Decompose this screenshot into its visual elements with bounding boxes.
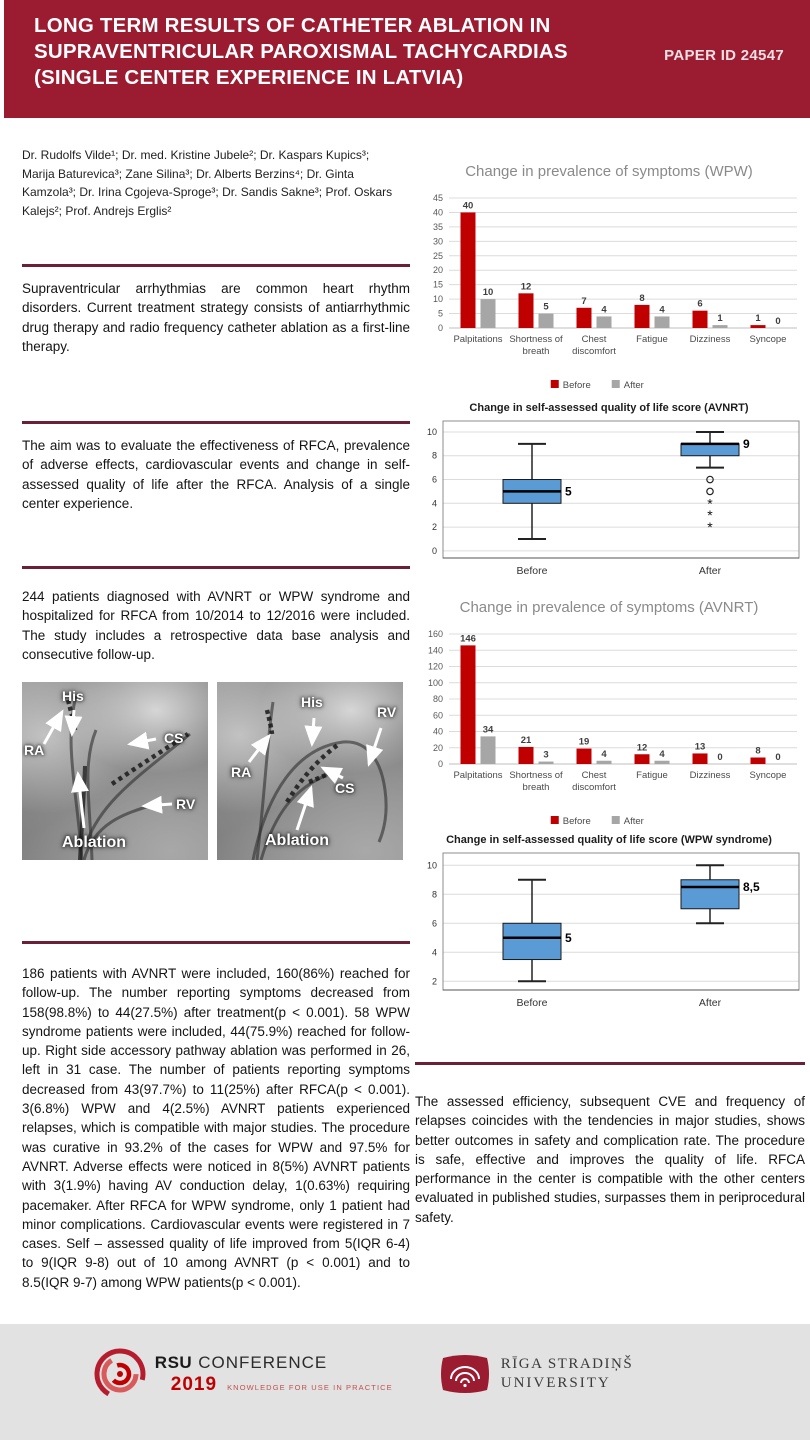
svg-text:discomfort: discomfort <box>572 782 616 793</box>
svg-text:Before: Before <box>562 380 591 391</box>
svg-text:4: 4 <box>601 748 607 760</box>
svg-text:13: 13 <box>694 741 706 753</box>
svg-text:10: 10 <box>482 287 494 299</box>
chart-title: Change in self-assessed quality of life score (WPW syndrome) <box>446 834 772 846</box>
avnrt-symptoms-bar-chart <box>413 598 805 835</box>
svg-text:60: 60 <box>432 710 443 721</box>
university-name-line1: RĪGA STRADIŅŠ <box>500 1356 634 1373</box>
svg-text:0: 0 <box>431 545 437 556</box>
svg-text:Dizziness: Dizziness <box>689 770 731 781</box>
svg-text:5: 5 <box>565 484 572 499</box>
svg-text:0: 0 <box>775 316 781 327</box>
svg-text:9: 9 <box>743 436 750 451</box>
svg-text:2: 2 <box>431 522 437 533</box>
background-section: Supraventricular arrhythmias are common heart rhythm disorders. Current treatment strategy consists of antiarrhythmic drug therapy and radio frequency catheter ablation as a first-line therapy. <box>22 264 410 356</box>
svg-text:8: 8 <box>755 745 761 757</box>
svg-text:40: 40 <box>432 207 443 218</box>
svg-text:12: 12 <box>636 742 648 754</box>
svg-text:10: 10 <box>432 294 443 305</box>
xray-label-ra: RA <box>231 764 252 780</box>
conference-year: 2019 <box>170 1373 218 1395</box>
svg-text:1: 1 <box>717 313 723 325</box>
chart-canvas <box>413 618 805 835</box>
svg-text:19: 19 <box>578 736 590 748</box>
svg-text:40: 40 <box>462 200 474 212</box>
svg-text:4: 4 <box>659 748 665 760</box>
header-banner <box>4 0 810 118</box>
conference-name: CONFERENCE <box>198 1352 328 1372</box>
svg-text:45: 45 <box>432 193 443 203</box>
svg-text:Chest: Chest <box>581 770 607 781</box>
svg-text:6: 6 <box>431 474 437 485</box>
svg-text:8,5: 8,5 <box>743 880 760 895</box>
svg-text:Fatigue: Fatigue <box>636 770 668 781</box>
footer-logos <box>0 1316 768 1432</box>
conclusion-section: The assessed efficiency, subsequent CVE and frequency of relapses coincides with the tendencies in major studies, shows better outcomes in safety and complication rate. The procedure is safe, effective and improves the quality of life. RFCA performance in the center is compatible with the other centers evaluated in published studies, surpasses them in periprocedural safety. <box>415 1062 805 1227</box>
rsu-university-logo <box>439 1352 633 1396</box>
svg-text:After: After <box>698 997 722 1009</box>
svg-text:Chest: Chest <box>581 334 607 345</box>
poster-title: LONG TERM RESULTS OF CATHETER ABLATION IN SUPRAVENTRICULAR PAROXISMAL TACHYCARDIAS (SINGLE CENTER EXPERIENCE IN LATVIA) <box>34 14 568 90</box>
svg-text:12: 12 <box>520 281 532 293</box>
svg-text:breath: breath <box>522 346 550 357</box>
svg-text:4: 4 <box>601 304 607 316</box>
svg-text:160: 160 <box>427 629 443 639</box>
wpw-symptoms-bar-chart <box>413 162 805 399</box>
footer-band <box>0 1324 810 1440</box>
rsu-conference-swirl-icon <box>93 1343 147 1405</box>
xray-label-his: His <box>62 688 84 704</box>
svg-text:8: 8 <box>639 292 645 304</box>
xray-images-row <box>22 682 403 860</box>
rsu-conference-text <box>155 1353 393 1396</box>
chart-title: Change in prevalence of symptoms (WPW) <box>465 163 753 180</box>
svg-text:146: 146 <box>460 633 476 645</box>
svg-text:120: 120 <box>427 661 443 672</box>
svg-text:Palpitations: Palpitations <box>453 334 503 345</box>
svg-text:15: 15 <box>432 279 443 290</box>
svg-text:21: 21 <box>520 734 532 746</box>
xray-left-panel <box>22 682 208 860</box>
svg-text:breath: breath <box>522 782 550 793</box>
chart-canvas <box>413 416 805 599</box>
svg-text:35: 35 <box>432 221 443 232</box>
xray-label-ra: RA <box>24 742 45 758</box>
university-name-line2: UNIVERSITY <box>500 1375 611 1391</box>
svg-text:0: 0 <box>437 323 443 333</box>
svg-text:20: 20 <box>432 265 443 276</box>
svg-text:2: 2 <box>431 976 437 987</box>
svg-text:6: 6 <box>431 918 437 929</box>
svg-text:Shortness of: Shortness of <box>509 770 563 781</box>
svg-text:140: 140 <box>427 645 443 656</box>
chart-title: Change in self-assessed quality of life score (AVNRT) <box>469 402 749 414</box>
svg-text:10: 10 <box>426 426 437 437</box>
svg-text:Syncope: Syncope <box>749 334 787 345</box>
svg-text:25: 25 <box>432 250 443 261</box>
svg-text:Syncope: Syncope <box>749 770 787 781</box>
svg-text:Before: Before <box>516 565 548 577</box>
svg-text:After: After <box>623 816 644 827</box>
svg-text:34: 34 <box>482 724 494 736</box>
svg-text:10: 10 <box>426 860 437 871</box>
svg-text:*: * <box>707 519 713 536</box>
svg-text:4: 4 <box>659 304 665 316</box>
svg-text:After: After <box>698 565 722 577</box>
svg-text:30: 30 <box>432 236 443 247</box>
xray-label-his: His <box>301 694 323 710</box>
conference-tagline: KNOWLEDGE FOR USE IN PRACTICE <box>227 1382 393 1392</box>
svg-text:*: * <box>707 495 713 512</box>
results-section: 186 patients with AVNRT were included, 160(86%) reached for follow-up. The number reporting symptoms decreased from 158(98.8%) to 44(27.5%) after treatment(p < 0.001). 58 WPW syndrome patients were included, 44(75.9%) reached for follow-up. Right side accessory pathway ablation was performed in 26, left in 31 case. The number of patients reporting symptoms decreased from 43(97.7%) to 11(25%) after RFCA(p < 0.001). 3(6.8%) WPW and 4(2.5%) AVNRT patients experienced relapses, which is compatible with major studies. The procedure was curative in 93.2% of the cases for WPW and 97.5% for AVNRT. Adverse effects were noticed in 8(5%) AVNRT patients with 3(1.9%) having AV conduction delay, 1(0.63%) requiring pacemaker. After RFCA for WPW syndrome, only 1 patient had minor complications. Cardiovascular events were registered in 7 cases. Self – assessed quality of life improved from 5(IQR 6-4) to 9(IQR 9-8) out of 10 among AVNRT (p < 0.001) and to 8.5(IQR 9-7) among WPW patients(p < 0.001). <box>22 941 410 1292</box>
university-text <box>501 1355 633 1393</box>
svg-text:100: 100 <box>427 677 443 688</box>
svg-text:20: 20 <box>432 742 443 753</box>
svg-text:5: 5 <box>543 301 549 313</box>
university-shield-icon <box>439 1352 491 1396</box>
svg-text:0: 0 <box>775 752 781 763</box>
rsu-conference-logo <box>93 1343 393 1405</box>
svg-text:1: 1 <box>755 313 761 325</box>
svg-text:Shortness of: Shortness of <box>509 334 563 345</box>
svg-text:*: * <box>707 507 713 524</box>
svg-text:4: 4 <box>431 947 437 958</box>
authors-block: Dr. Rudolfs Vilde¹; Dr. med. Kristine Jubele²; Dr. Kaspars Kupics³; Marija Baturevica³; Zane Silina³; Dr. Alberts Berzins⁴; Dr. Ginta Kamzola³; Dr. Irina Cgojeva-Sproge³; Dr. Sandis Sakne³; Prof. Oskars Kalejs²; Prof. Andrejs Erglis² <box>22 148 393 218</box>
wpw-qol-boxplot <box>413 832 805 1031</box>
svg-text:7: 7 <box>581 295 587 307</box>
chart-canvas <box>413 848 805 1031</box>
svg-text:After: After <box>623 380 644 391</box>
avnrt-qol-boxplot <box>413 400 805 599</box>
xray-label-rv: RV <box>377 704 397 720</box>
svg-text:Palpitations: Palpitations <box>453 770 503 781</box>
svg-text:Dizziness: Dizziness <box>689 334 731 345</box>
svg-text:40: 40 <box>432 726 443 737</box>
svg-text:0: 0 <box>437 759 443 769</box>
xray-label-cs: CS <box>164 730 184 746</box>
paper-id: PAPER ID 24547 <box>664 47 784 64</box>
svg-text:8: 8 <box>431 450 437 461</box>
svg-text:5: 5 <box>565 930 572 945</box>
svg-text:Fatigue: Fatigue <box>636 334 668 345</box>
svg-text:5: 5 <box>437 308 443 319</box>
svg-text:0: 0 <box>717 752 723 763</box>
svg-text:6: 6 <box>697 298 703 310</box>
svg-text:Before: Before <box>562 816 591 827</box>
svg-text:8: 8 <box>431 889 437 900</box>
svg-text:3: 3 <box>543 749 549 761</box>
svg-text:80: 80 <box>432 694 443 704</box>
xray-label-rv: RV <box>176 796 196 812</box>
chart-title: Change in prevalence of symptoms (AVNRT) <box>459 599 759 616</box>
conference-abbr: RSU <box>154 1352 193 1372</box>
chart-canvas <box>413 182 805 399</box>
xray-label-cs: CS <box>335 780 355 796</box>
xray-label-ablation: Ablation <box>62 834 126 851</box>
svg-text:Before: Before <box>516 997 548 1009</box>
xray-label-ablation: Ablation <box>265 832 329 849</box>
xray-right-panel <box>217 682 403 860</box>
svg-text:discomfort: discomfort <box>572 346 616 357</box>
svg-text:4: 4 <box>431 498 437 509</box>
aim-section: The aim was to evaluate the effectiveness of RFCA, prevalence of adverse effects, cardiovascular events and change in self-assessed quality of life after the RFCA. Analysis of a single center experience. <box>22 421 410 513</box>
methods-section: 244 patients diagnosed with AVNRT or WPW syndrome and hospitalized for RFCA from 10/2014 to 12/2016 were included. The study includes a retrospective data base analysis and consecutive follow-up. <box>22 566 410 664</box>
